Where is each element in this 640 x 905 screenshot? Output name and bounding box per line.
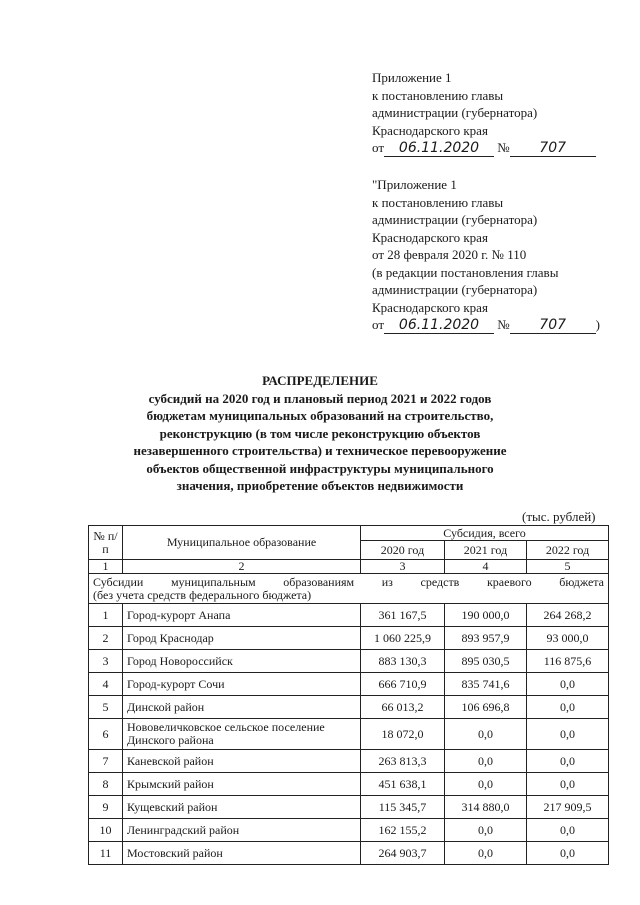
handwritten-date: 06.11.2020 xyxy=(384,140,494,157)
subsidy-2021: 0,0 xyxy=(445,750,527,773)
subsidy-2021: 893 957,9 xyxy=(445,627,527,650)
title-line: субсидий на 2020 год и плановый период 2021 и 2022 годов xyxy=(148,390,492,406)
appendix-date-line xyxy=(372,139,622,157)
table-row xyxy=(89,719,609,750)
subsidy-2021: 106 696,8 xyxy=(445,696,527,719)
row-number: 4 xyxy=(89,673,123,696)
table-row xyxy=(89,604,609,627)
row-number: 9 xyxy=(89,796,123,819)
document-title xyxy=(110,372,530,495)
appendix-line: от 28 февраля 2020 г. № 110 xyxy=(372,247,527,262)
appendix-line: администрации (губернатора) xyxy=(372,282,538,297)
table-row xyxy=(89,819,609,842)
municipality-name: Динской район xyxy=(123,696,361,719)
section-caption-line: Субсидии муниципальным образованиям из средств краевого бюджета xyxy=(93,574,605,589)
subsidy-2020: 66 013,2 xyxy=(361,696,445,719)
subsidy-2021: 835 741,6 xyxy=(445,673,527,696)
subsidy-2020: 361 167,5 xyxy=(361,604,445,627)
number-sign: № xyxy=(497,317,510,332)
appendix-line: Краснодарского края xyxy=(372,122,488,138)
header-municipality: Муниципальное образование xyxy=(123,526,361,560)
municipality-name: Ленинградский район xyxy=(123,819,361,842)
subsidy-2020: 451 638,1 xyxy=(361,773,445,796)
subsidy-2022: 0,0 xyxy=(527,696,609,719)
section-caption xyxy=(89,574,609,604)
row-number: 11 xyxy=(89,842,123,865)
table-row xyxy=(89,842,609,865)
subsidy-2021: 190 000,0 xyxy=(445,604,527,627)
subsidy-2022: 0,0 xyxy=(527,842,609,865)
subsidy-2020: 18 072,0 xyxy=(361,719,445,750)
appendix-header-old xyxy=(372,176,622,334)
row-number: 2 xyxy=(89,627,123,650)
municipality-name: Город-курорт Сочи xyxy=(123,673,361,696)
subsidy-2022: 264 268,2 xyxy=(527,604,609,627)
title-line: бюджетам муниципальных образований на строительство, xyxy=(146,408,494,423)
appendix-line: (в редакции постановления главы xyxy=(372,264,559,280)
municipality-name: Город-курорт Анапа xyxy=(123,604,361,627)
subsidy-2020: 666 710,9 xyxy=(361,673,445,696)
units-label: (тыс. рублей) xyxy=(522,509,596,524)
subsidy-2022: 0,0 xyxy=(527,673,609,696)
title-line: объектов общественной инфраструктуры муниципального xyxy=(146,460,494,476)
subsidy-2020: 162 155,2 xyxy=(361,819,445,842)
header-num: № п/п xyxy=(89,526,123,560)
appendix-line: к постановлению главы xyxy=(372,194,504,210)
title-line: значения, приобретение объектов недвижимости xyxy=(176,478,464,493)
row-number: 6 xyxy=(89,719,123,750)
appendix-date-line xyxy=(372,316,622,334)
municipality-name: Город Краснодар xyxy=(123,627,361,650)
header-year-2021: 2021 год xyxy=(445,541,527,560)
subsidy-2021: 895 030,5 xyxy=(445,650,527,673)
subsidy-2021: 0,0 xyxy=(445,819,527,842)
date-prefix: от xyxy=(372,140,385,155)
header-year-2022: 2022 год xyxy=(527,541,609,560)
title-heading: РАСПРЕДЕЛЕНИЕ xyxy=(262,373,378,388)
row-number: 5 xyxy=(89,696,123,719)
subsidy-2021: 314 880,0 xyxy=(445,796,527,819)
subsidy-2022: 0,0 xyxy=(527,750,609,773)
row-number: 10 xyxy=(89,819,123,842)
table-row xyxy=(89,696,609,719)
subsidy-2020: 1 060 225,9 xyxy=(361,627,445,650)
appendix-line: Приложение 1 xyxy=(372,70,452,85)
subsidy-2022: 0,0 xyxy=(527,819,609,842)
appendix-line: администрации (губернатора) xyxy=(372,105,538,120)
header-year-2020: 2020 год xyxy=(361,541,445,560)
column-index: 4 xyxy=(445,560,527,574)
closing-paren: ) xyxy=(595,317,601,332)
title-line: незавершенного строительства) и техническое перевооружение xyxy=(133,443,507,458)
municipality-name: Город Новороссийск xyxy=(123,650,361,673)
appendix-line: Краснодарского края xyxy=(372,229,488,245)
appendix-line: к постановлению главы xyxy=(372,87,504,103)
table-row xyxy=(89,773,609,796)
row-number: 1 xyxy=(89,604,123,627)
number-sign: № xyxy=(497,140,510,155)
subsidy-2022: 217 909,5 xyxy=(527,796,609,819)
table-row xyxy=(89,673,609,696)
section-caption-line: (без учета средств федерального бюджета) xyxy=(93,587,312,602)
subsidy-2022: 0,0 xyxy=(527,773,609,796)
column-index: 2 xyxy=(123,560,361,574)
municipality-name: Мостовский район xyxy=(123,842,361,865)
column-index: 5 xyxy=(527,560,609,574)
municipality-name: Крымский район xyxy=(123,773,361,796)
section-row xyxy=(89,574,609,604)
appendix-line: Краснодарского края xyxy=(372,299,488,315)
handwritten-number: 707 xyxy=(510,140,596,157)
column-index: 3 xyxy=(361,560,445,574)
municipality-name: Кущевский район xyxy=(123,796,361,819)
column-index: 1 xyxy=(89,560,123,574)
table-row xyxy=(89,627,609,650)
subsidy-table xyxy=(88,525,609,865)
subsidy-2020: 263 813,3 xyxy=(361,750,445,773)
handwritten-number: 707 xyxy=(510,317,596,334)
row-number: 3 xyxy=(89,650,123,673)
table-row xyxy=(89,796,609,819)
municipality-name: Нововеличковское сельское поселение Динского района xyxy=(123,719,361,750)
subsidy-2021: 0,0 xyxy=(445,773,527,796)
subsidy-2022: 0,0 xyxy=(527,719,609,750)
subsidy-2021: 0,0 xyxy=(445,842,527,865)
title-line: реконструкцию (в том числе реконструкцию объектов xyxy=(159,425,481,441)
subsidy-2020: 883 130,3 xyxy=(361,650,445,673)
table-row xyxy=(89,750,609,773)
subsidy-2022: 116 875,6 xyxy=(527,650,609,673)
header-subsidy-total: Субсидия, всего xyxy=(361,526,609,541)
subsidy-2022: 93 000,0 xyxy=(527,627,609,650)
row-number: 7 xyxy=(89,750,123,773)
row-number: 8 xyxy=(89,773,123,796)
subsidy-2020: 115 345,7 xyxy=(361,796,445,819)
handwritten-date: 06.11.2020 xyxy=(384,317,494,334)
subsidy-2020: 264 903,7 xyxy=(361,842,445,865)
municipality-name: Каневской район xyxy=(123,750,361,773)
date-prefix: от xyxy=(372,317,385,332)
table-row xyxy=(89,650,609,673)
appendix-line: администрации (губернатора) xyxy=(372,212,538,227)
appendix-header-new xyxy=(372,69,622,157)
appendix-line: "Приложение 1 xyxy=(372,177,457,192)
subsidy-2021: 0,0 xyxy=(445,719,527,750)
